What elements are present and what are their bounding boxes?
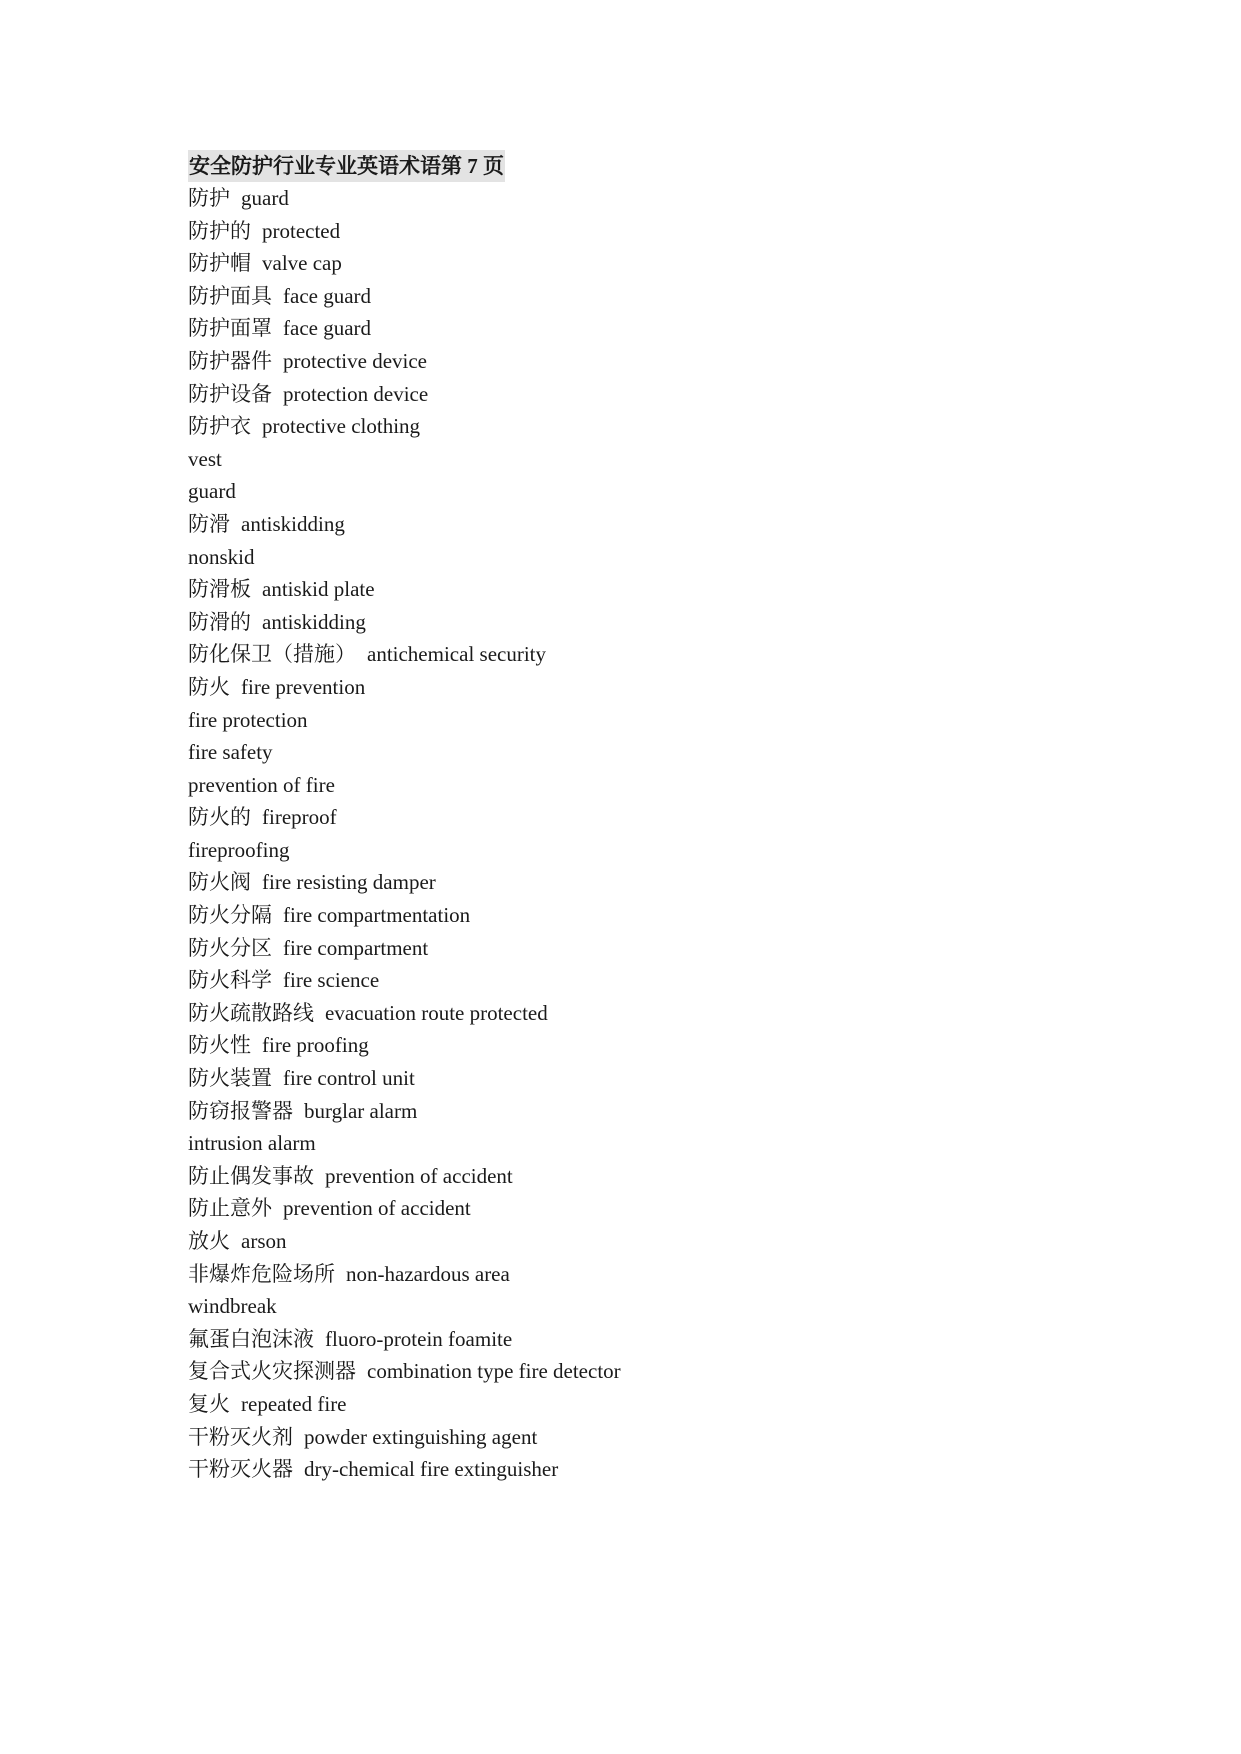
term-entry bbox=[188, 1192, 1088, 1225]
term-chinese: 防滑 bbox=[188, 511, 230, 536]
term-chinese: 防护面罩 bbox=[188, 316, 272, 341]
term-chinese: 防火科学 bbox=[188, 968, 272, 993]
term-english: antiskidding bbox=[262, 609, 366, 634]
term-english: guard bbox=[241, 186, 289, 210]
term-entry bbox=[188, 1127, 1088, 1160]
term-entry bbox=[188, 312, 1088, 345]
term-english: burglar alarm bbox=[304, 1098, 418, 1123]
term-entry bbox=[188, 769, 1088, 802]
term-english: antichemical security bbox=[367, 642, 547, 667]
term-english: protective clothing bbox=[262, 414, 421, 439]
page-title: 安全防护行业专业英语术语第 7 页 bbox=[188, 150, 505, 182]
term-entry bbox=[188, 443, 1088, 476]
term-entry bbox=[188, 671, 1088, 704]
term-english: intrusion alarm bbox=[188, 1131, 316, 1156]
term-entry bbox=[188, 1225, 1088, 1258]
term-entry bbox=[188, 215, 1088, 248]
term-chinese: 防化保卫（措施） bbox=[188, 642, 356, 667]
term-entry bbox=[188, 997, 1088, 1030]
term-english: fire protection bbox=[188, 707, 308, 732]
term-entry bbox=[188, 508, 1088, 541]
term-chinese: 防火分隔 bbox=[188, 903, 272, 928]
term-english: antiskidding bbox=[241, 511, 345, 536]
term-english: protected bbox=[262, 218, 341, 243]
term-chinese: 防护帽 bbox=[188, 251, 251, 276]
term-entry bbox=[188, 182, 1088, 215]
term-entry bbox=[188, 932, 1088, 965]
term-chinese: 防护器件 bbox=[188, 348, 272, 373]
term-english: fire science bbox=[283, 968, 380, 993]
term-entry bbox=[188, 801, 1088, 834]
term-entry bbox=[188, 1355, 1088, 1388]
term-english: nonskid bbox=[188, 544, 255, 569]
term-english: protection device bbox=[283, 381, 429, 406]
term-chinese: 防火分区 bbox=[188, 935, 272, 960]
term-english: fireproofing bbox=[188, 837, 290, 862]
term-chinese: 复合式火灾探测器 bbox=[188, 1359, 356, 1384]
term-entry bbox=[188, 1388, 1088, 1421]
term-chinese: 防滑的 bbox=[188, 609, 251, 634]
term-chinese: 放火 bbox=[188, 1229, 230, 1253]
document-content bbox=[188, 150, 1088, 1486]
term-chinese: 防火的 bbox=[188, 805, 251, 830]
term-entry bbox=[188, 736, 1088, 769]
term-chinese: 防护的 bbox=[188, 218, 251, 243]
term-english: repeated fire bbox=[241, 1391, 347, 1416]
term-entry bbox=[188, 1323, 1088, 1356]
term-english: fire prevention bbox=[241, 674, 366, 699]
term-chinese: 防火 bbox=[188, 674, 230, 699]
term-entry bbox=[188, 1160, 1088, 1193]
term-english: fire resisting damper bbox=[262, 870, 436, 895]
term-chinese: 防护面具 bbox=[188, 283, 272, 308]
term-entry bbox=[188, 1421, 1088, 1454]
term-chinese: 防滑板 bbox=[188, 577, 251, 602]
term-list bbox=[188, 182, 1088, 1486]
term-entry bbox=[188, 1029, 1088, 1062]
term-entry bbox=[188, 345, 1088, 378]
term-chinese: 复火 bbox=[188, 1391, 230, 1416]
term-english: face guard bbox=[283, 316, 372, 341]
term-english: windbreak bbox=[188, 1294, 277, 1319]
term-entry bbox=[188, 1290, 1088, 1323]
term-english: fire control unit bbox=[283, 1066, 415, 1091]
term-chinese: 干粉灭火剂 bbox=[188, 1424, 293, 1449]
term-chinese: 防火性 bbox=[188, 1033, 251, 1058]
term-entry bbox=[188, 475, 1088, 508]
term-english: fire compartmentation bbox=[283, 903, 471, 928]
term-english: fire compartment bbox=[283, 935, 429, 960]
term-entry bbox=[188, 964, 1088, 997]
term-english: face guard bbox=[283, 283, 372, 308]
term-chinese: 干粉灭火器 bbox=[188, 1457, 293, 1482]
term-entry bbox=[188, 866, 1088, 899]
term-english: dry-chemical fire extinguisher bbox=[304, 1457, 559, 1482]
term-entry bbox=[188, 834, 1088, 867]
term-chinese: 防护 bbox=[188, 186, 230, 210]
term-entry bbox=[188, 410, 1088, 443]
term-entry bbox=[188, 280, 1088, 313]
term-english: vest bbox=[188, 446, 222, 471]
term-entry bbox=[188, 606, 1088, 639]
term-english: protective device bbox=[283, 348, 428, 373]
term-english: prevention of fire bbox=[188, 772, 335, 797]
term-english: guard bbox=[188, 479, 236, 504]
term-english: fire proofing bbox=[262, 1033, 369, 1058]
term-english: combination type fire detector bbox=[367, 1359, 621, 1384]
term-entry bbox=[188, 1062, 1088, 1095]
term-english: evacuation route protected bbox=[325, 1000, 548, 1025]
term-entry bbox=[188, 1095, 1088, 1128]
term-chinese: 防护衣 bbox=[188, 414, 251, 439]
term-entry bbox=[188, 1453, 1088, 1486]
term-chinese: 防火装置 bbox=[188, 1066, 272, 1091]
term-english: powder extinguishing agent bbox=[304, 1424, 538, 1449]
term-english: valve cap bbox=[262, 251, 342, 276]
term-chinese: 防窃报警器 bbox=[188, 1098, 293, 1123]
term-chinese: 非爆炸危险场所 bbox=[188, 1261, 335, 1286]
term-chinese: 氟蛋白泡沫液 bbox=[188, 1326, 314, 1351]
term-entry bbox=[188, 378, 1088, 411]
term-chinese: 防火阀 bbox=[188, 870, 251, 895]
term-english: fire safety bbox=[188, 740, 273, 765]
term-english: antiskid plate bbox=[262, 577, 375, 602]
term-entry bbox=[188, 247, 1088, 280]
term-english: fluoro-protein foamite bbox=[325, 1326, 513, 1351]
term-english: fireproof bbox=[262, 805, 337, 830]
term-english: prevention of accident bbox=[283, 1196, 471, 1221]
term-entry bbox=[188, 704, 1088, 737]
term-chinese: 防火疏散路线 bbox=[188, 1000, 314, 1025]
term-entry bbox=[188, 541, 1088, 574]
term-chinese: 防止意外 bbox=[188, 1196, 272, 1221]
term-chinese: 防止偶发事故 bbox=[188, 1163, 314, 1188]
term-entry bbox=[188, 1258, 1088, 1291]
term-entry bbox=[188, 638, 1088, 671]
term-entry bbox=[188, 573, 1088, 606]
term-entry bbox=[188, 899, 1088, 932]
term-english: arson bbox=[241, 1229, 287, 1253]
term-english: prevention of accident bbox=[325, 1163, 513, 1188]
term-chinese: 防护设备 bbox=[188, 381, 272, 406]
term-english: non-hazardous area bbox=[346, 1261, 510, 1286]
